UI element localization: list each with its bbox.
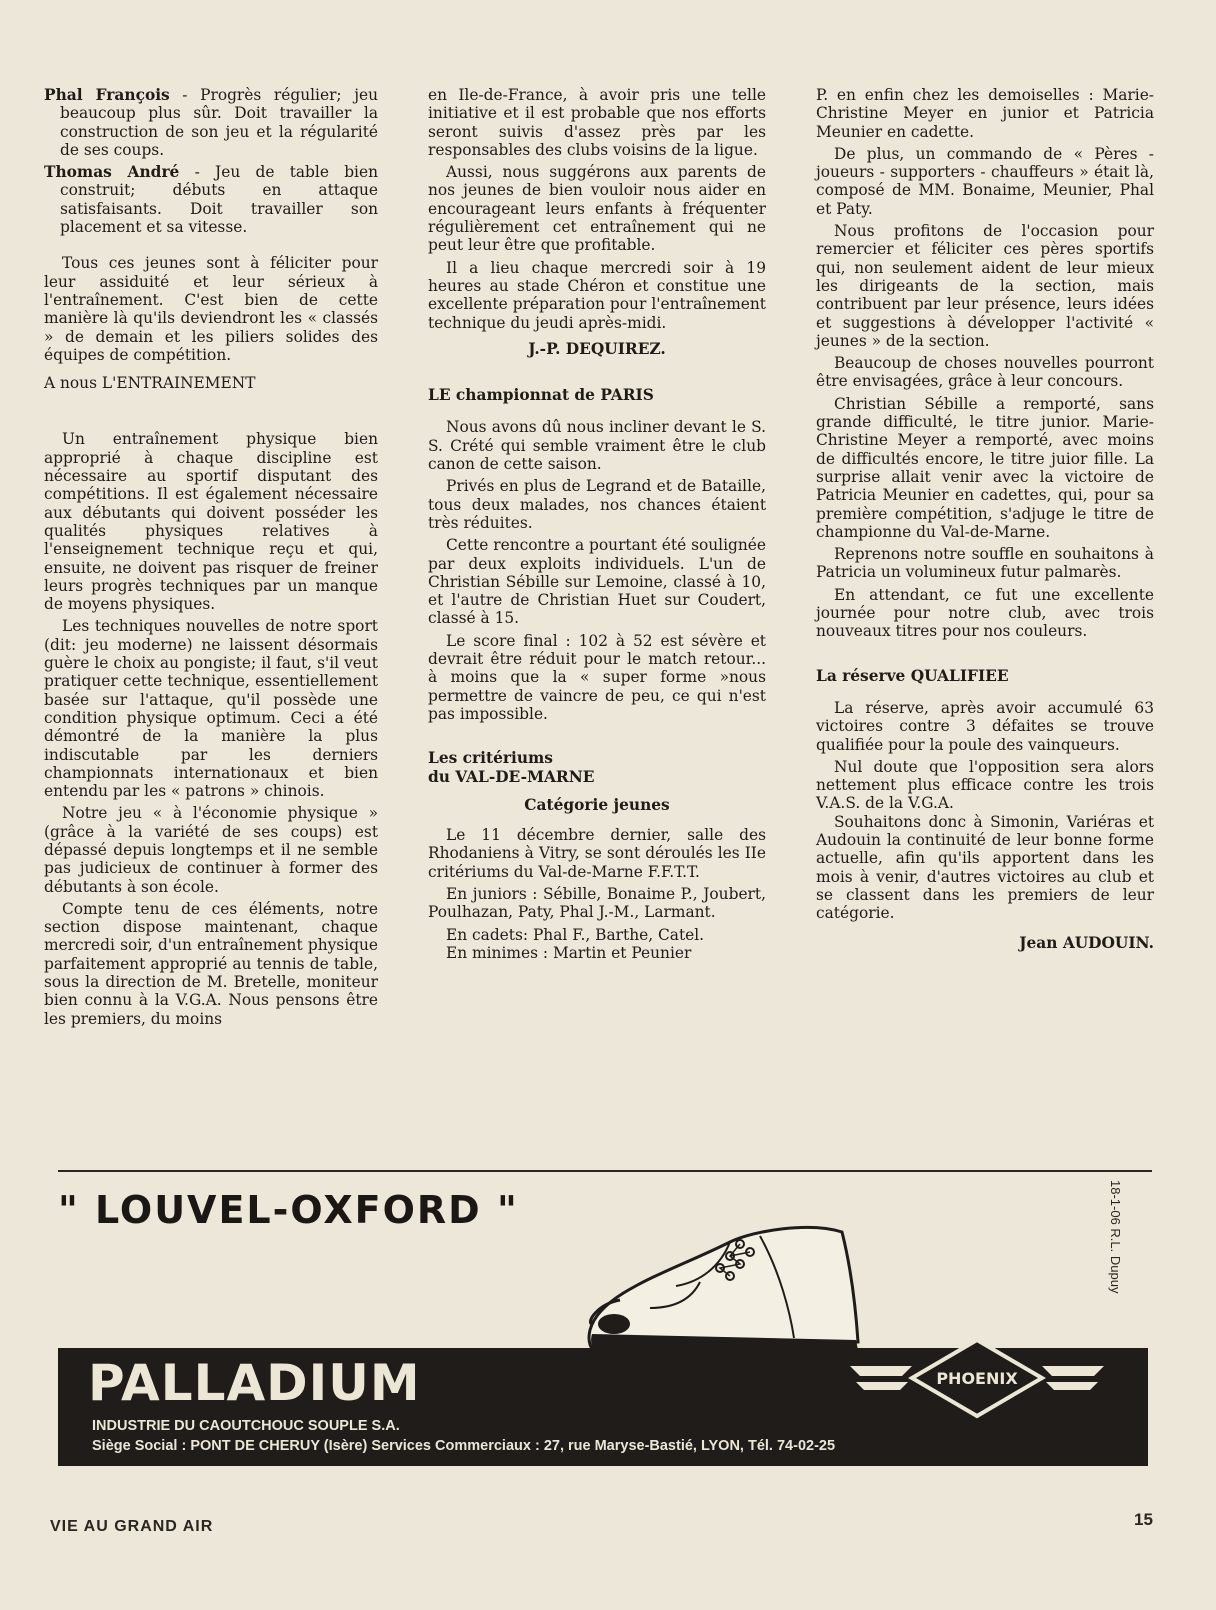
paragraph: Nul doute que l'opposition sera alors nettement plus efficace contre les trois V.A.S. de la V.G.A. [816,757,1154,813]
address-line: Siège Social : PONT DE CHERUY (Isère) Services Commerciaux : 27, rue Maryse-Bastié, LYON, Tél. 74-02-25 [92,1438,836,1454]
column-3 [816,86,1154,957]
paragraph: En juniors : Sébille, Bonaime P., Joubert, Poulhazan, Paty, Phal J.-M., Larmant. [428,884,766,922]
paragraph: Un entraînement physique bien approprié à chaque discipline est nécessaire au sportif disputant des compétitions. Il est également nécessaire aux débutants qui doivent posséder les qualités physiques relatives à l'enseignement technique reçu et qui, ensuite, ne doivent pas risquer de freiner leurs progrès techniques par un manque de moyens physiques. [44,430,378,614]
brand-name: PALLADIUM [88,1354,421,1412]
signature: J.-P. DEQUIREZ. [528,339,666,358]
paragraph: En minimes : Martin et Peunier [446,943,692,962]
ad-title: " LOUVEL-OXFORD " [58,1188,519,1232]
paragraph: Beaucoup de choses nouvelles pourront être envisagées, grâce à leur concours. [816,354,1154,391]
paragraph: Les techniques nouvelles de notre sport (dit: jeu moderne) ne laissent désormais guère le choix au pongiste; il faut, s'il veut pratiquer cette technique, essentiellement basée sur l'attaque, qu'il possède une condition physique optimum. Ceci a été démontré de la manière la plus indiscutable par les derniers championnats internationaux et bien entendu par les « patrons » chinois. [44,617,378,801]
paragraph: Christian Sébille a remporté, sans grande difficulté, le titre junior. Marie-Christine Meyer a remporté, avec moins de difficultés encore, le titre juior fille. La surprise allait venir avec la victoire de Patricia Meunier en cadettes, qui, pour sa première compétition, s'adjuge le titre de championne du Val-de-Marne. [816,394,1154,541]
sneaker-illustration [580,1212,860,1362]
phoenix-logo [842,1336,1112,1426]
signature: Jean AUDOUIN. [1019,934,1154,953]
paragraph: En attendant, ce fut une excellente journée pour notre club, avec trois nouveaux titres pour nos couleurs. [816,585,1154,641]
paragraph: Le score final : 102 à 52 est sévère et devrait être réduit pour le match retour... à moins que la « super forme »nous permettre de vaincre de peu, ce qui n'est pas impossible. [428,631,766,723]
paragraph: Cette rencontre a pourtant été soulignée par deux exploits individuels. L'un de Christian Sébille sur Lemoine, classé à 10, et l'autre de Christian Huet sur Coudert, classé à 15. [428,536,766,628]
paragraph: Il a lieu chaque mercredi soir à 19 heures au stade Chéron et constitue une excellente préparation pour l'entraînement technique du jeudi après-midi. [428,258,766,332]
column-2 [428,86,766,966]
paragraph: Tous ces jeunes sont à féliciter pour leur assiduité et leur sérieux à l'entraînement. C'est bien de cette manière là qu'ils deviendront les « classés » de demain et les piliers solides des équipes de compétition. [44,254,378,364]
page-number: 15 [1134,1510,1153,1529]
section-heading: A nous L'ENTRAINEMENT [44,374,256,393]
section-heading: LE championnat de PARIS [428,386,654,405]
paragraph: Souhaitons donc à Simonin, Variéras et Audouin la continuité de leur bonne forme actuelle, afin qu'ils apportent dans les mois à venir, d'autres victoires au club et se classent dans les premiers de leur catégorie. [816,812,1154,923]
paragraph: Aussi, nous suggérons aux parents de nos jeunes de bien vouloir nous aider en encourageant leurs enfants à fréquenter régulièrement cet entraînement qui ne peut leur être que profitable. [428,163,766,255]
paragraph: Privés en plus de Legrand et de Bataille, tous deux malades, nos chances étaient très réduites. [428,477,766,532]
paragraph: Reprenons notre souffle en souhaitons à Patricia un volumineux futur palmarès. [816,545,1154,582]
paragraph: Le 11 décembre dernier, salle des Rhodaniens à Vitry, se sont déroulés les IIe critériums du Val-de-Marne F.F.T.T. [428,826,766,881]
magazine-name: VIE AU GRAND AIR [50,1518,214,1535]
player-note: Phal François - Progrès régulier; jeu beaucoup plus sûr. Doit travailler la construction de son jeu et la régularité de ses coups. [44,86,378,159]
company-line: INDUSTRIE DU CAOUTCHOUC SOUPLE S.A. [92,1418,400,1434]
section-heading: Les critériums du VAL-DE-MARNE [428,749,595,786]
paragraph: Nous avons dû nous incliner devant le S. S. Crété qui semble vraiment être le club canon de cette saison. [428,418,766,474]
paragraph: P. en enfin chez les demoiselles : Marie-Christine Meyer en junior et Patricia Meunier en cadette. [816,86,1154,141]
subheading: Catégorie jeunes [524,795,670,814]
phoenix-label: PHOENIX [936,1369,1018,1388]
paragraph: En cadets: Phal F., Barthe, Catel. [446,925,705,944]
column-1 [44,86,378,1032]
ad-credit: 18-1-06 R.L. Dupuy [1108,1180,1123,1294]
paragraph: La réserve, après avoir accumulé 63 victoires contre 3 défaites se trouve qualifiée pour la poule des vainqueurs. [816,698,1154,754]
section-heading: La réserve QUALIFIEE [816,666,1009,685]
ad-divider [58,1170,1152,1172]
paragraph: Nous profitons de l'occasion pour remercier et féliciter ces pères sportifs qui, non seulement aident de leur mieux les dirigeants de la section, mais contribuent par leur présence, leurs idées et suggestions à développer l'activité « jeunes » de la section. [816,222,1154,350]
paragraph: Notre jeu « à l'économie physique » (grâce à la variété de ses coups) est dépassé depuis longtemps et il ne semble pas judicieux de continuer à former des débutants à son école. [44,804,378,896]
player-note: Thomas André - Jeu de table bien construit; débuts en attaque satisfaisants. Doit travailler son placement et sa vitesse. [44,163,378,237]
paragraph: De plus, un commando de « Pères - joueurs - supporters - chauffeurs » était là, composé de MM. Bonaime, Meunier, Phal et Paty. [816,144,1154,218]
paragraph: en Ile-de-France, à avoir pris une telle initiative et il est probable que nos efforts seront suivis d'assez près par les responsables des clubs voisins de la ligue. [428,86,766,159]
paragraph: Compte tenu de ces éléments, notre section dispose maintenant, chaque mercredi soir, d'un entraînement physique parfaitement approprié au tennis de table, sous la direction de M. Bretelle, moniteur bien connu à la V.G.A. Nous pensons être les premiers, du moins [44,899,378,1028]
